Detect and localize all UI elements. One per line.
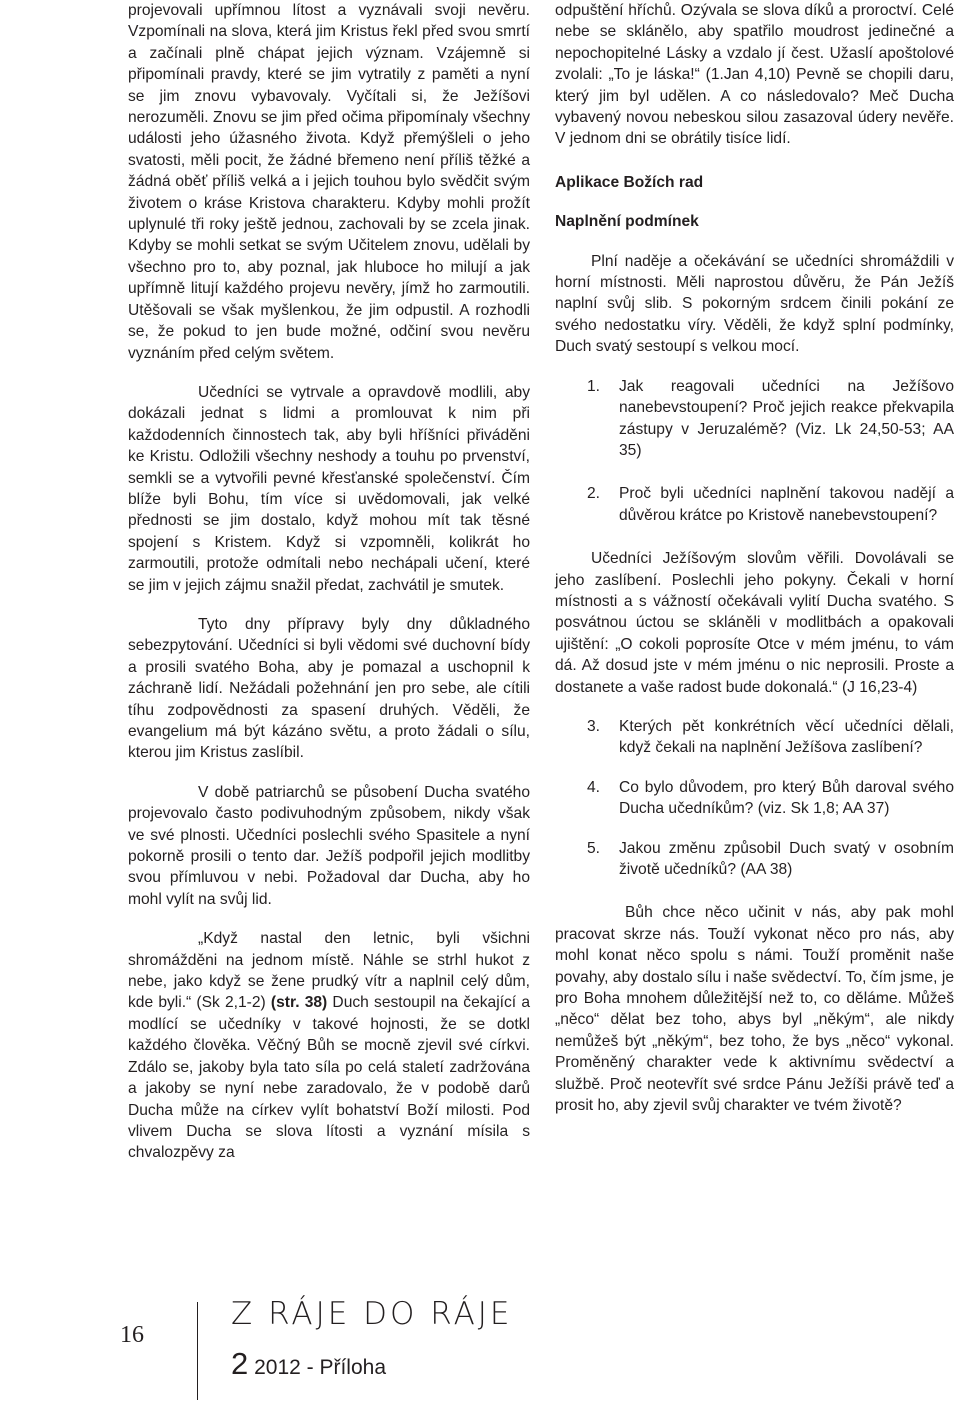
question-text: Co bylo důvodem, pro který Bůh daroval svého Ducha učedníkům? (viz. Sk 1,8; AA 37)	[619, 778, 954, 818]
question-item	[555, 777, 954, 820]
page-number: 16	[120, 1322, 144, 1348]
question-text: Proč byli učedníci naplnění takovou nadějí a důvěrou krátce po Kristově nanebevstoupení?	[619, 485, 954, 524]
footer-divider	[197, 1302, 198, 1400]
paragraph: Bůh chce něco učinit v nás, aby pak mohl pracovat skrze nás. Touží vykonat něco pro nás, aby mohl konat něco spolu s námi. Touží proměnit naše povahy, aby dostalo sílu i naše svědectví. To, čím jsme, je pro Boha mnohem důležitější než to, co děláme. Můžeš „něco“ dělat bez toho, abys byl „někým“, ale nikdy nemůžeš být „někým“, bez toho, že bys „něco“ vykonal. Proměněný charakter vede k aktivnímu svědectví a službě. Proč neotevřít své srdce Pánu Ježíši právě teď a prosit ho, aby zjevil svůj charakter ve tvém životě?	[555, 904, 954, 1115]
question-text: Kterých pět konkrétních věcí učedníci dělali, když čekali na naplnění Ježíšova zaslíbení?	[619, 717, 954, 757]
question-item	[555, 838, 954, 881]
paragraph: Učedníci se vytrvale a opravdově modlili, aby dokázali jednat s lidmi a promlouvat k nim při každodenních činnostech tak, aby byli hříšníci přiváděni ke Kristu. Odložili všechny neshody a touhu po prvenství, semkli se a vytvořili pevné křesťanské společenství. Čím blíže byli Bohu, tím více si uvědomovali, jak velké přednosti se jim dostalo, když mohou mít tak těsné spojení s Kristem. Když si vzpomněli, kolikrát ho zarmoutili, protože odmítali nebo nechápali učení, které se jim v jejich zájmu snažil předat, zachvátil je smutek.	[128, 383, 530, 594]
subsection-heading: Naplnění podmínek	[555, 213, 699, 231]
paragraph: Tyto dny přípravy byly dny důkladného sebezpytování. Učedníci si byli vědomi své duchovní bídy a prosili svatého Boha, aby je pomazal a uschopnil k záchraně lidí. Nežádali požehnání jen pro sebe, ale cítili tíhu zodpovědnosti za spasení druhých. Věděli, že evangelium má být kázáno světu, a proto žádali o sílu, kterou jim Kristus zaslíbil.	[128, 615, 530, 762]
paragraph	[128, 928, 530, 1163]
left-column	[128, 0, 530, 1164]
issue-info	[231, 1346, 386, 1382]
question-number: 3.	[587, 717, 601, 735]
magazine-title: Z RÁJE DO RÁJE	[231, 1296, 513, 1332]
question-text: Jakou změnu způsobil Duch svatý v osobním životě učedníků? (AA 38)	[619, 839, 954, 878]
right-column	[555, 0, 954, 1116]
paragraph: Plní naděje a očekávání se učedníci shromáždili v horní místnosti. Měli naprostou důvěru, že Pán Ježíš naplní svůj slib. S pokorným srdcem činili pokání ze svého nedostatku víry. Věděli, že když splní podmínky, Duch svatý sestoupí s velkou mocí.	[555, 252, 954, 356]
paragraph-text: Duch sestoupil na čekající a modlící se učedníky v takové hojnosti, že se dotkl každého člověka. Věčný Bůh se mocně zjevil své církvi. Zdálo se, jakoby byla tato síla po celá staletí zadržována a jakoby se nyní nebe zaradovalo, že v podobě darů Ducha může na církev vylít bohatství Boží milosti. Pod vlivem Ducha se slova lítosti a vyznání mísila s chvalozpěvy za	[128, 994, 530, 1162]
question-list	[555, 716, 954, 880]
question-text: Jak reagovali učedníci na Ježíšovo nanebevstoupení? Proč jejich reakce překvapila zástupy v Jeruzalémě? (Viz. Lk 24,50-53; AA 35)	[619, 377, 954, 459]
question-item	[555, 716, 954, 759]
paragraph-text: „Když nastal den letnic, byli všichni shromážděni na jednom místě. Náhle se strhl hukot z nebe, jako když se žene prudký vítr a naplnil celý dům, kde byli.“ (Sk 2,1-2)	[128, 930, 530, 1012]
issue-number: 2	[231, 1346, 249, 1381]
question-number: 5.	[587, 839, 601, 857]
paragraph: projevovali upřímnou lítost a vyznávali svoji nevěru. Vzpomínali na slova, která jim Kristus řekl před svou smrtí a začínali plně chápat jejich význam. Vzájemně si připomínali pravdy, které se jim vytratily z paměti a nyní se jim znovu vybavovaly. Vyčítali si, že Ježíšovi nerozuměli. Znovu se jim před očima připomínaly všechny události jeho úžasného života. Když přemýšleli o jeho svatosti, měli pocit, že žádné břemeno není příliš těžké a žádná oběť příliš velká a i jejich touhou bylo svědčit svým životem o kráse Kristova charakteru. Kdyby mohli prožít uplynulé tři roky ještě jednou, zachovali by se zcela jinak. Kdyby se mohli setkat se svým Učitelem znovu, udělali by všechno pro to, aby poznal, jak hluboce ho milují a jak upřímně litují každého projevu nevěry, jímž ho zarmoutili. Utěšovali se však myšlenkou, že jim odpustil. A rozhodli se, že pokud to jen bude možné, odčiní svou nevěru vyznáním před celým světem.	[128, 2, 530, 362]
paragraph: odpuštění hříchů. Ozývala se slova díků a proroctví. Celé nebe se sklánělo, aby spatřilo moudrost jedinečné a nepochopitelné Lásky a vzdalo jí čest. Užaslí apoštolové zvolali: „To je láska!“ (1.Jan 4,10) Pevně se chopili daru, který jim byl udělen. A co následovalo? Meč Ducha vybavený novou nebeskou silou zasazoval údery nevěře. V jednom dni se obrátily tisíce lidí.	[555, 2, 954, 148]
question-item	[555, 483, 954, 526]
paragraph: Učedníci Ježíšovým slovům věřili. Dovolávali se jeho zaslíbení. Poslechli jeho pokyny. Čekali v horní místnosti a s vážností očekávali vylití Ducha svatého. S posvátnou úctou se skláněli v modlitbách a opakovali ujištění: „O cokoli poprosíte Otce v mém jménu, to vám dá. Až dosud jste v mém jménu o nic neprosili. Proste a dostanete a vaše radost bude dokonalá.“ (J 16,23-4)	[555, 550, 954, 696]
question-number: 1.	[587, 377, 601, 395]
question-number: 4.	[587, 778, 601, 796]
page-reference: (str. 38)	[270, 994, 328, 1012]
section-heading: Aplikace Božích rad	[555, 173, 704, 191]
paragraph: V době patriarchů se působení Ducha svatého projevovalo často podivuhodným způsobem, nikdy však ve své plnosti. Učedníci poslechli svého Spasitele a nyní pokorně prosili o tento dar. Ježíš podpořil jejich modlitby svou přímluvou v nebi. Požadoval dar Ducha, aby ho mohl vylít na svůj lid.	[128, 783, 530, 908]
question-number: 2.	[587, 485, 601, 503]
issue-details: 2012 - Příloha	[248, 1356, 387, 1379]
question-item	[555, 376, 954, 462]
question-list	[555, 376, 954, 526]
